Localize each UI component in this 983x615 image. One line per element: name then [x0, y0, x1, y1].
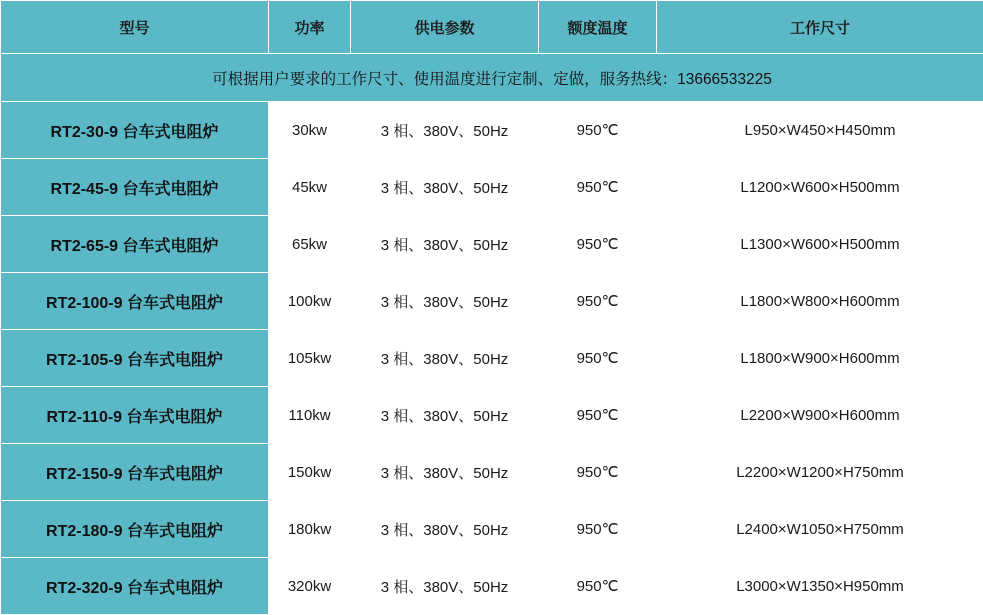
- table-row: [1, 273, 983, 330]
- table-row: [1, 216, 983, 273]
- cell-model: RT2-180-9 台车式电阻炉: [1, 501, 269, 558]
- cell-size: L2200×W1200×H750mm: [657, 444, 983, 501]
- cell-temperature: 950℃: [539, 102, 657, 159]
- column-header-temperature: 额度温度: [539, 1, 657, 54]
- cell-model: RT2-320-9 台车式电阻炉: [1, 558, 269, 615]
- cell-power: 105kw: [269, 330, 351, 387]
- cell-power: 45kw: [269, 159, 351, 216]
- cell-power: 110kw: [269, 387, 351, 444]
- cell-size: L1200×W600×H500mm: [657, 159, 983, 216]
- cell-temperature: 950℃: [539, 387, 657, 444]
- table-row: [1, 501, 983, 558]
- table-header: [1, 1, 983, 54]
- cell-power: 100kw: [269, 273, 351, 330]
- cell-power: 65kw: [269, 216, 351, 273]
- table-row: [1, 330, 983, 387]
- cell-size: L2200×W900×H600mm: [657, 387, 983, 444]
- cell-size: L1300×W600×H500mm: [657, 216, 983, 273]
- cell-power: 320kw: [269, 558, 351, 615]
- cell-model: RT2-30-9 台车式电阻炉: [1, 102, 269, 159]
- table-row: [1, 444, 983, 501]
- cell-supply: 3 相、380V、50Hz: [351, 159, 539, 216]
- cell-size: L3000×W1350×H950mm: [657, 558, 983, 615]
- cell-supply: 3 相、380V、50Hz: [351, 273, 539, 330]
- column-header-power: 功率: [269, 1, 351, 54]
- cell-supply: 3 相、380V、50Hz: [351, 387, 539, 444]
- table-row: [1, 102, 983, 159]
- cell-supply: 3 相、380V、50Hz: [351, 501, 539, 558]
- cell-supply: 3 相、380V、50Hz: [351, 102, 539, 159]
- note-row: [1, 54, 983, 102]
- cell-model: RT2-150-9 台车式电阻炉: [1, 444, 269, 501]
- cell-size: L950×W450×H450mm: [657, 102, 983, 159]
- cell-power: 180kw: [269, 501, 351, 558]
- column-header-supply: 供电参数: [351, 1, 539, 54]
- column-header-model: 型号: [1, 1, 269, 54]
- cell-model: RT2-110-9 台车式电阻炉: [1, 387, 269, 444]
- cell-model: RT2-45-9 台车式电阻炉: [1, 159, 269, 216]
- cell-power: 30kw: [269, 102, 351, 159]
- cell-temperature: 950℃: [539, 216, 657, 273]
- column-header-size: 工作尺寸: [657, 1, 983, 54]
- cell-supply: 3 相、380V、50Hz: [351, 558, 539, 615]
- cell-model: RT2-105-9 台车式电阻炉: [1, 330, 269, 387]
- table-row: [1, 558, 983, 615]
- cell-temperature: 950℃: [539, 330, 657, 387]
- cell-size: L1800×W800×H600mm: [657, 273, 983, 330]
- cell-temperature: 950℃: [539, 444, 657, 501]
- cell-temperature: 950℃: [539, 558, 657, 615]
- cell-supply: 3 相、380V、50Hz: [351, 216, 539, 273]
- cell-size: L1800×W900×H600mm: [657, 330, 983, 387]
- cell-temperature: 950℃: [539, 501, 657, 558]
- cell-model: RT2-65-9 台车式电阻炉: [1, 216, 269, 273]
- table-row: [1, 159, 983, 216]
- cell-power: 150kw: [269, 444, 351, 501]
- cell-temperature: 950℃: [539, 159, 657, 216]
- cell-temperature: 950℃: [539, 273, 657, 330]
- header-row: [1, 1, 983, 54]
- table-body: [1, 54, 983, 615]
- customization-note: 可根据用户要求的工作尺寸、使用温度进行定制、定做，服务热线：13666533225: [1, 54, 983, 102]
- cell-model: RT2-100-9 台车式电阻炉: [1, 273, 269, 330]
- cell-supply: 3 相、380V、50Hz: [351, 444, 539, 501]
- cell-supply: 3 相、380V、50Hz: [351, 330, 539, 387]
- table-row: [1, 387, 983, 444]
- cell-size: L2400×W1050×H750mm: [657, 501, 983, 558]
